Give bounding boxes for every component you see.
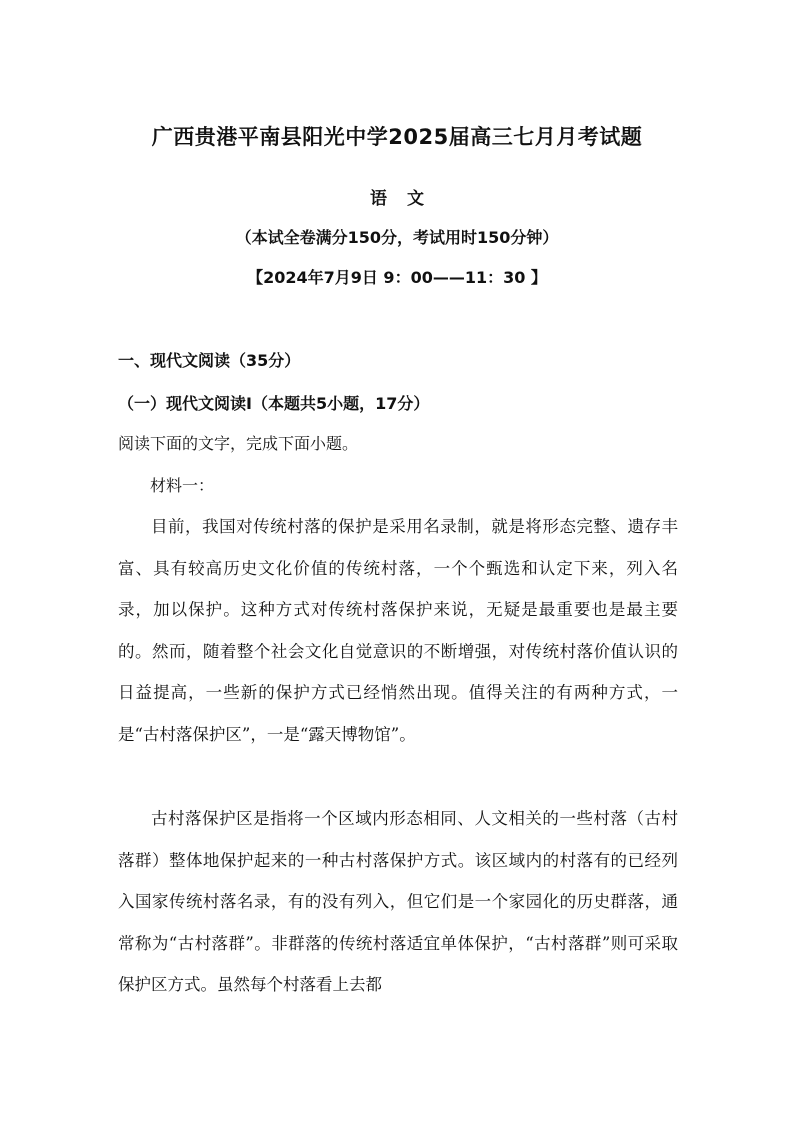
reading-instruction: 阅读下面的文字，完成下面小题。 bbox=[118, 434, 359, 453]
document-title: 广西贵港平南县阳光中学2025届高三七月月考试题 bbox=[151, 125, 643, 149]
exam-date: 【2024年7月9日 9：00——11：30 】 bbox=[247, 268, 547, 287]
subsection-heading: （一）现代文阅读Ⅰ（本题共5小题，17分） bbox=[118, 394, 430, 413]
exam-info: （本试全卷满分150分，考试用时150分钟） bbox=[235, 228, 559, 247]
section-heading: 一、现代文阅读（35分） bbox=[118, 351, 301, 370]
material-label: 材料一： bbox=[150, 476, 215, 495]
body-paragraph: 目前，我国对传统村落的保护是采用名录制，就是将形态完整、遗存丰富、具有较高历史文化价值的传统村落，一个个甄选和认定下来，列入名录，加以保护。这种方式对传统村落保护来说，无疑是最重要也是最主要的。然而，随着整个社会文化自觉意识的不断增强，对传统村落价值认识的日益提高，一些新的保护方式已经悄然出现。值得关注的有两种方式，一是“古村落保护区”，一是“露天博物馆”。 bbox=[118, 517, 678, 744]
body-paragraph: 古村落保护区是指将一个区域内形态相同、人文相关的一些村落（古村落群）整体地保护起来的一种古村落保护方式。该区域内的村落有的已经列入国家传统村落名录，有的没有列入，但它们是一个家园化的历史群落，通常称为“古村落群”。非群落的传统村落适宜单体保护，“古村落群”则可采取保护区方式。虽然每个村落看上去都 bbox=[118, 809, 678, 994]
subject-heading: 语文 bbox=[370, 189, 444, 209]
